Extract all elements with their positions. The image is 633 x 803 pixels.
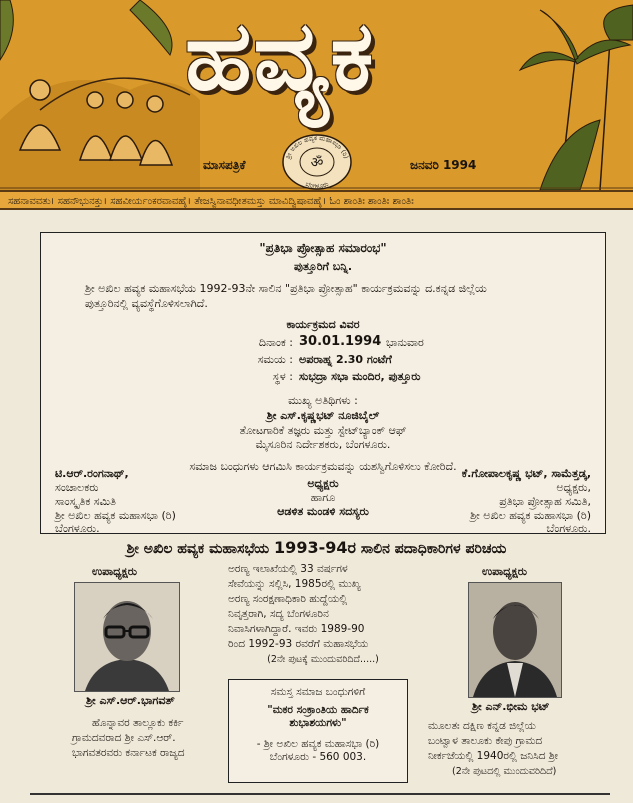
middle-bio-line: ರಿಂದ 1992-93 ರವರೆಗೆ ಮಹಾಸಭೆಯ (228, 638, 369, 650)
greeting-box (228, 679, 408, 783)
right-officer-bio-2: ಬಂಟ್ವಾಳ ತಾಲೂಕು ಕೇಪು ಗ್ರಾಮದ (428, 735, 543, 747)
right-officer-photo (468, 582, 562, 698)
right-signatory-org-1: ಪ್ರತಿಭಾ ಪ್ರೋತ್ಸಾಹ ಸಮಿತಿ, (499, 495, 591, 508)
officers-heading-post: ಸಾಲಿನ ಪದಾಧಿಕಾರಿಗಳ ಪರಿಚಯ (360, 541, 507, 557)
officers-heading-year: 1993-94ರ (274, 538, 356, 557)
event-date: 30.01.1994 (299, 334, 382, 349)
right-officer-role: ಉಪಾಧ್ಯಕ್ಷರು (482, 565, 528, 578)
officers-heading-pre: ಶ್ರೀ ಅಖಿಲ ಹವ್ಯಕ ಮಹಾಸಭೆಯ (126, 541, 270, 557)
right-signatory-city: ಬೆಂಗಳೂರು. (546, 522, 591, 535)
emblem-bottom-text: ಬೆಂಗಳೂರು (304, 179, 330, 190)
members-label: ಆಡಳಿತ ಮಂಡಳಿ ಸದಸ್ಯರು (277, 505, 369, 518)
emblem-top-text: ಶ್ರೀ ಅಖಿಲ ಹವ್ಯಕ ಮಹಾಸಭಾ (ರಿ) (283, 134, 351, 160)
middle-bio-line: ನಿವಾಸಿಗಳಾಗಿದ್ದಾರೆ. ಇವರು 1989-90 (228, 623, 365, 635)
right-signatory-role: ಅಧ್ಯಕ್ಷರು, (556, 481, 591, 494)
event-announcement-box (40, 232, 606, 534)
left-officer-photo (74, 582, 180, 692)
middle-bio-line: ಸೇವೆಯನ್ನು ಸಲ್ಲಿಸಿ, 1985ರಲ್ಲಿ ಮುಖ್ಯ (228, 578, 361, 590)
event-title: "ಪ್ರತಿಭಾ ಪ್ರೋತ್ಸಾಹ ಸಮಾರಂಭ" (259, 241, 387, 255)
right-signatory-org-2: ಶ್ರೀ ಅಖಿಲ ಹವ್ಯಕ ಮಹಾಸಭಾ (ರಿ) (470, 509, 591, 522)
event-time: ಅಪರಾಹ್ನ 2.30 ಗಂಟೆಗೆ (299, 353, 392, 366)
time-label: ಸಮಯ : (257, 353, 293, 366)
middle-bio-line: ನಿವೃತ್ತರಾಗಿ, ಸದ್ಯ ಬೆಂಗಳೂರಿನ (228, 608, 329, 620)
event-venue: ಸುಭದ್ರಾ ಸಭಾ ಮಂದಿರ, ಪುತ್ತೂರು (299, 370, 421, 383)
greeting-from-1: - ಶ್ರೀ ಅಖಿಲ ಹವ್ಯಕ ಮಹಾಸಭಾ (ರಿ) (256, 738, 380, 750)
middle-bio-line: ಅರಣ್ಯ ಸಂರಕ್ಷಣಾಧಿಕಾರಿ ಹುದ್ದೆಯಲ್ಲಿ (228, 593, 348, 605)
event-intro-line-2: ಪುತ್ತೂರಿನಲ್ಲಿ ವ್ಯವಸ್ಥೆಗೊಳಿಸಲಾಗಿದೆ. (85, 297, 208, 310)
event-intro-line-1: ಶ್ರೀ ಅಖಿಲ ಹವ್ಯಕ ಮಹಾಸಭೆಯ 1992-93ನೇ ಸಾಲಿನ "ಪ್ರತಿಭಾ ಪ್ರೋತ್ಸಾಹ" ಕಾರ್ಯಕ್ರಮವನ್ನು ದ.ಕನ್ನಡ ಜಿಲ್ಲೆಯ (85, 282, 487, 295)
guest-role-line-1: ತೋಟಗಾರಿಕೆ ತಜ್ಞರು ಮತ್ತು ಸ್ಟೇಟ್‌ಬ್ಯಾಂಕ್ ಆಫ್ (239, 424, 407, 437)
presidents-label: ಅಧ್ಯಕ್ಷರು (307, 477, 339, 490)
left-officer-bio-1: ಹೊನ್ನಾವರ ತಾಲ್ಲೂಕು ಕರ್ಕಿ (92, 717, 184, 729)
middle-officer-bio (228, 562, 418, 667)
portrait-icon (469, 583, 561, 697)
right-officer-name: ಶ್ರೀ ಎನ್.ಭೀಮ ಭಟ್ (472, 700, 550, 713)
greeting-line-1: ಸಮಸ್ತ ಸಮಾಜ ಬಂಧುಗಳಿಗೆ (270, 686, 366, 698)
left-signatory-org-1: ಸಾಂಸ್ಕೃತಿಕ ಸಮಿತಿ (55, 495, 116, 508)
greeting-from-2: ಬೆಂಗಳೂರು - 560 003. (269, 751, 367, 763)
sabha-emblem (281, 134, 353, 190)
issue-date: ಜನವರಿ 1994 (410, 158, 477, 172)
left-officer-name: ಶ್ರೀ ಎಸ್.ಆರ್.ಭಾಗವತ್ (86, 694, 175, 707)
magazine-type-label: ಮಾಸಪತ್ರಿಕೆ (203, 158, 246, 172)
greeting-line-3: ಶುಭಾಶಯಗಳು" (289, 717, 347, 729)
left-signatory-city: ಬೆಂಗಳೂರು. (55, 522, 100, 535)
right-officer-bio-3: ನೀರ್ಕಜೆಯಲ್ಲಿ 1940ರಲ್ಲಿ ಜನಿಸಿದ ಶ್ರೀ (428, 750, 559, 762)
date-label: ದಿನಾಂಕ : (258, 336, 293, 349)
guests-heading: ಮುಖ್ಯ ಅತಿಥಿಗಳು : (288, 394, 358, 407)
right-officer-continued: (2ನೇ ಪುಟದಲ್ಲಿ ಮುಂದುವರಿದಿದೆ) (452, 766, 557, 777)
portrait-icon (75, 583, 179, 691)
and-label: ಹಾಗೂ (310, 491, 336, 504)
right-officer-bio-1: ಮೂಲತಃ ದಕ್ಷಿಣ ಕನ್ನಡ ಜಿಲ್ಲೆಯ (428, 720, 536, 732)
left-signatory-name: ಟಿ.ಆರ್.ರಂಗನಾಥ್, (55, 467, 129, 480)
om-symbol: ॐ (310, 155, 324, 171)
left-officer-bio-2: ಗ್ರಾಮದವರಾದ ಶ್ರೀ ಎಸ್.ಆರ್. (72, 732, 176, 744)
bottom-rule (30, 793, 610, 795)
officers-heading (0, 538, 633, 558)
motto-bar: ಸಹನಾವವತು। ಸಹನೌಭುನಕ್ತು। ಸಹವೀರ್ಯಂಕರವಾವಹೈ। ತೇಜಸ್ವಿನಾವಧೀತಮಸ್ತು ಮಾವಿದ್ವಿಷಾವಹೈ। ಓಂ ಶಾಂತಿಃ ಶಾಂತಿಃ ಶಾಂತಿಃ (0, 190, 633, 210)
program-heading: ಕಾರ್ಯಕ್ರಮದ ವಿವರ (286, 318, 360, 331)
left-officer-bio-3: ಭಾಗವತರವರು ಕರ್ನಾಟಕ ರಾಜ್ಯದ (72, 747, 185, 759)
greeting-line-2: "ಮಕರ ಸಂಕ್ರಾಂತಿಯ ಹಾರ್ದಿಕ (267, 704, 369, 716)
event-day: ಭಾನುವಾರ (386, 336, 424, 349)
guest-role-line-2: ಮೈಸೂರಿನ ನಿರ್ದೇಶಕರು, ಬೆಂಗಳೂರು. (255, 438, 391, 451)
middle-bio-continued: (2ನೇ ಪುಟಕ್ಕೆ ಮುಂದುವರಿದಿದೆ.....) (267, 654, 379, 665)
left-officer-role: ಉಪಾಧ್ಯಕ್ಷರು (92, 565, 138, 578)
venue-label: ಸ್ಥಳ : (272, 370, 293, 383)
middle-bio-line: ಅರಣ್ಯ ಇಲಾಖೆಯಲ್ಲಿ 33 ವರ್ಷಗಳ (228, 563, 348, 575)
event-place-line: ಪುತ್ತೂರಿಗೆ ಬನ್ನಿ. (294, 260, 352, 273)
right-signatory-name: ಕೆ.ಗೋಪಾಲಕೃಷ್ಣ ಭಟ್, ಸಾಮೆತ್ತಡ್ಕ, (461, 467, 591, 480)
invite-line: ಸಮಾಜ ಬಂಧುಗಳು ಆಗಮಿಸಿ ಕಾರ್ಯಕ್ರಮವನ್ನು ಯಶಸ್ವಿಗೊಳಿಸಲು ಕೋರಿದೆ. (189, 460, 457, 473)
guest-name: ಶ್ರೀ ಎಸ್.ಕೃಷ್ಣಭಟ್ ನೂಜಿಬೈಲ್ (266, 409, 380, 422)
left-signatory-org-2: ಶ್ರೀ ಅಖಿಲ ಹವ್ಯಕ ಮಹಾಸಭಾ (ರಿ) (55, 509, 176, 522)
magazine-title: ಹವ್ಯಕ (185, 0, 376, 112)
masthead (0, 0, 633, 190)
left-signatory-role: ಸಂಚಾಲಕರು (55, 481, 99, 494)
